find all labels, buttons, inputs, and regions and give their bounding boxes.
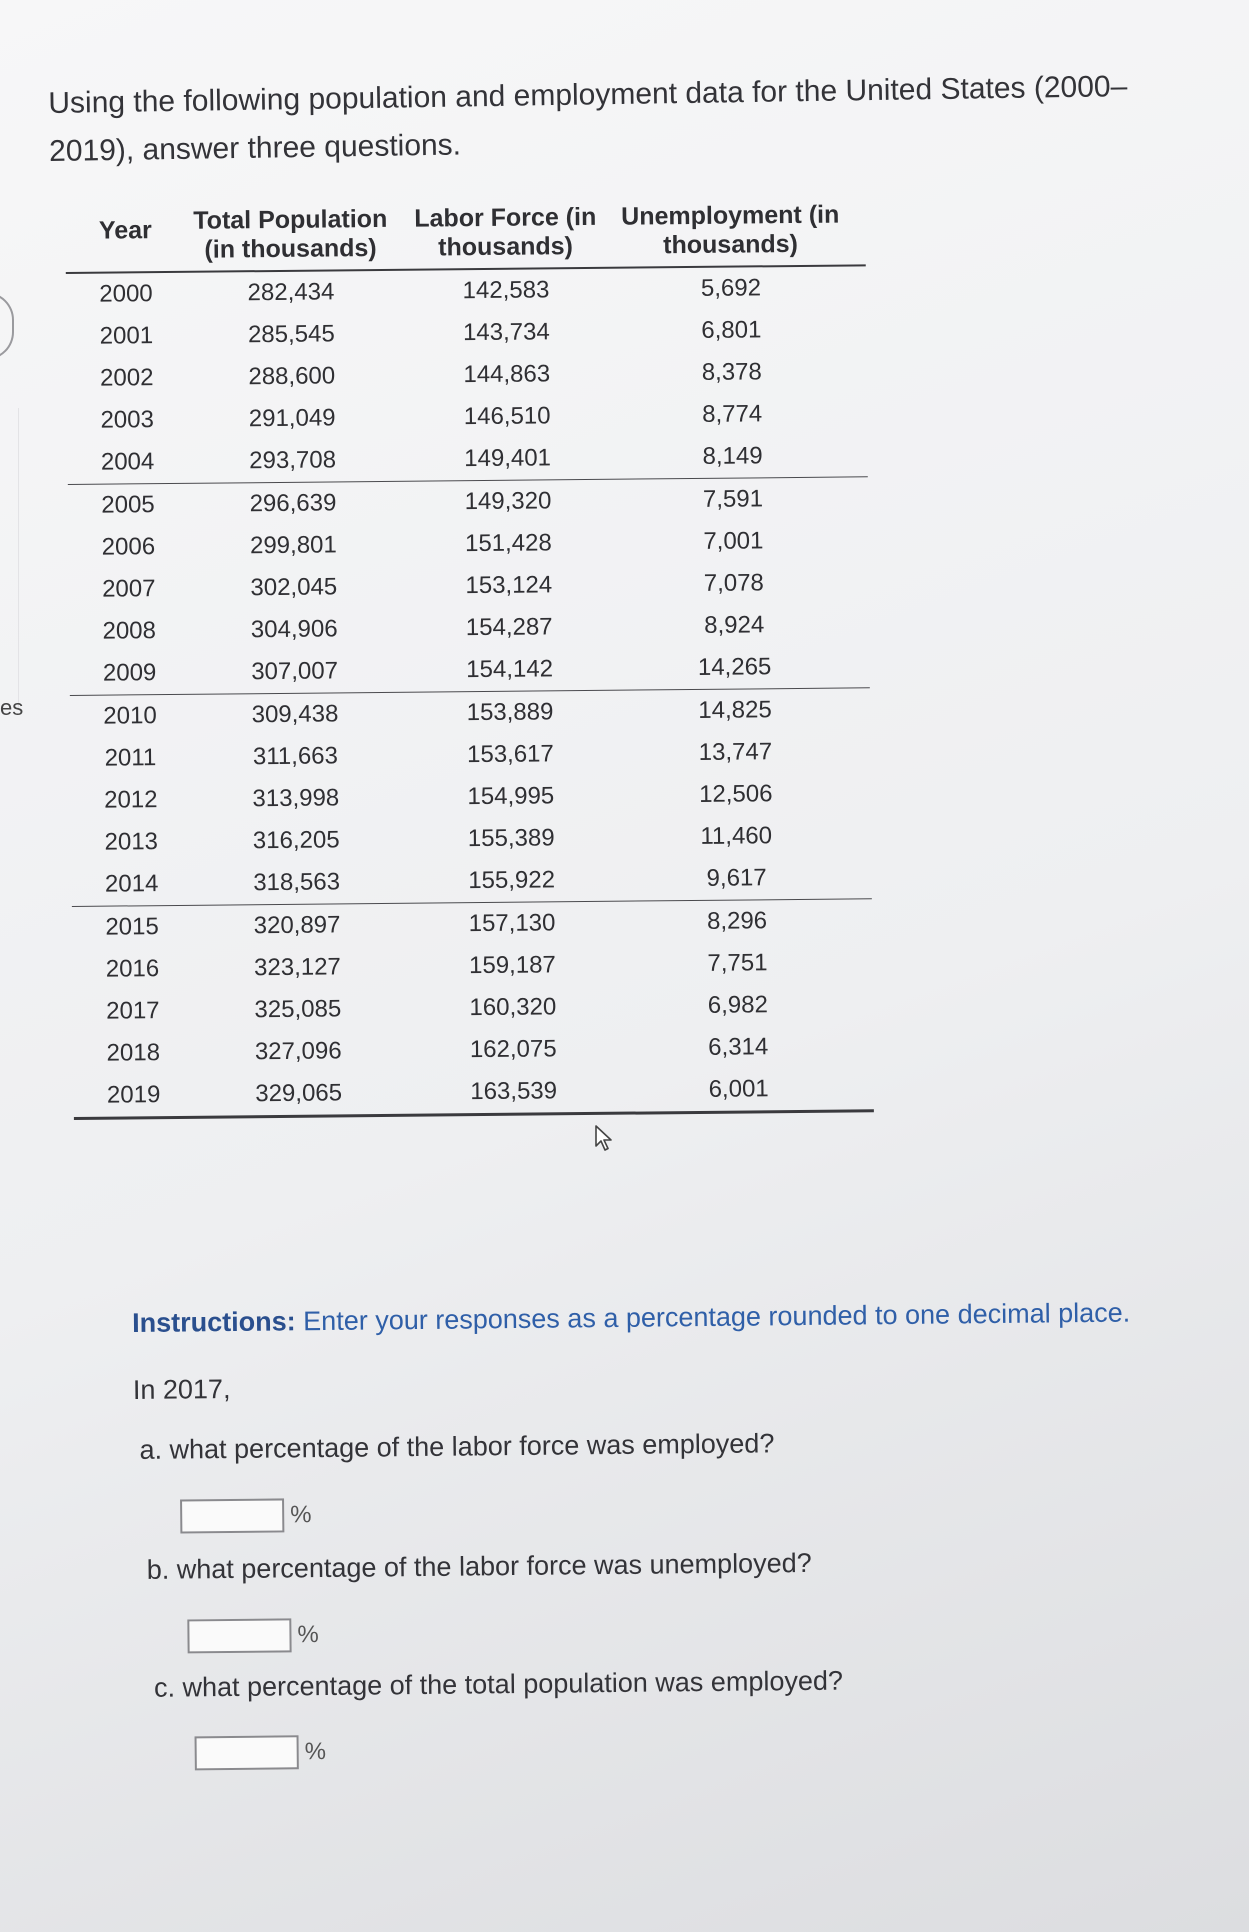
answer-a-input[interactable] — [180, 1498, 284, 1533]
instructions-text: Enter your responses as a percentage rounded to one decimal place. — [303, 1297, 1131, 1337]
cell-unemployment: 6,001 — [708, 1075, 769, 1103]
table-row — [73, 1067, 873, 1120]
cell-year: 2019 — [106, 1081, 161, 1109]
header-unemployment: Unemployment (in thousands) — [621, 200, 840, 260]
cell-labor-force: 154,142 — [466, 655, 554, 684]
header-labor-force: Labor Force (in thousands) — [414, 202, 597, 262]
table-row — [71, 856, 871, 907]
question-a-text: a. what percentage of the labor force was employed? — [139, 1428, 775, 1465]
cell-unemployment: 14,825 — [698, 696, 772, 724]
cell-unemployment: 8,378 — [701, 358, 762, 386]
cell-unemployment: 12,506 — [698, 780, 773, 808]
question-section — [132, 1294, 1212, 1766]
table-body — [66, 266, 874, 1120]
sidebar-partial-label[interactable]: es — [0, 695, 24, 720]
cell-year: 2005 — [101, 491, 155, 519]
cell-unemployment: 7,001 — [703, 527, 764, 555]
cell-population: 313,998 — [252, 784, 340, 813]
cell-year: 2010 — [103, 702, 157, 730]
answer-a — [180, 1498, 312, 1533]
cell-unemployment: 7,591 — [702, 485, 764, 513]
answer-b — [187, 1618, 319, 1653]
cell-unemployment: 8,149 — [702, 442, 763, 470]
cell-population: 320,897 — [253, 911, 341, 940]
cell-unemployment: 6,982 — [707, 991, 769, 1019]
cell-labor-force: 153,124 — [465, 571, 553, 600]
cell-unemployment: 6,801 — [701, 316, 762, 344]
instructions — [132, 1295, 1130, 1341]
cell-year: 2001 — [99, 322, 154, 350]
cell-unemployment: 13,747 — [698, 738, 773, 766]
question-b-text: b. what percentage of the labor force was unemployed? — [146, 1547, 812, 1585]
cell-labor-force: 154,995 — [467, 782, 555, 811]
cell-labor-force: 144,863 — [463, 360, 551, 389]
cell-year: 2008 — [102, 617, 157, 645]
cell-unemployment: 11,460 — [700, 822, 773, 850]
header-population: Total Population (in thousands) — [193, 204, 388, 264]
cell-labor-force: 142,583 — [462, 276, 550, 305]
header-year: Year — [98, 216, 152, 245]
cell-year: 2011 — [104, 744, 157, 772]
cell-unemployment: 6,314 — [708, 1033, 769, 1061]
question-intro: In 2017, — [132, 1373, 231, 1405]
cell-unemployment: 14,265 — [697, 653, 772, 681]
cell-labor-force: 151,428 — [464, 529, 552, 558]
cell-year: 2009 — [102, 659, 157, 687]
cell-population: 285,545 — [247, 320, 335, 349]
cell-population: 323,127 — [253, 953, 341, 982]
cell-year: 2007 — [102, 575, 156, 603]
cell-year: 2018 — [106, 1039, 161, 1067]
cell-unemployment: 7,078 — [703, 569, 764, 597]
cell-year: 2004 — [100, 448, 155, 476]
cell-labor-force: 155,922 — [468, 866, 556, 895]
cell-year: 2003 — [100, 406, 155, 434]
cell-labor-force: 159,187 — [468, 951, 556, 980]
sidebar-edge-icon[interactable] — [0, 292, 14, 360]
sidebar-divider — [0, 408, 19, 708]
table-header — [65, 182, 866, 274]
cell-year: 2016 — [105, 955, 160, 983]
cell-labor-force: 160,320 — [469, 993, 557, 1022]
data-table — [65, 182, 874, 1120]
percent-unit-a: % — [290, 1501, 312, 1529]
cell-year: 2013 — [104, 828, 159, 856]
cell-labor-force: 155,389 — [467, 824, 555, 853]
cell-population: 311,663 — [252, 742, 339, 771]
mouse-cursor-icon — [594, 1124, 616, 1152]
cell-population: 291,049 — [248, 404, 336, 433]
cell-population: 293,708 — [249, 446, 337, 475]
cell-year: 2014 — [104, 870, 159, 898]
cell-population: 318,563 — [253, 868, 341, 897]
table-row — [67, 434, 867, 485]
cell-population: 296,639 — [249, 489, 337, 518]
cell-population: 316,205 — [252, 826, 340, 855]
cell-labor-force: 157,130 — [468, 909, 556, 938]
cell-population: 309,438 — [251, 700, 339, 729]
cell-labor-force: 154,287 — [465, 613, 553, 642]
answer-b-input[interactable] — [187, 1618, 291, 1653]
cell-labor-force: 146,510 — [463, 402, 551, 431]
cell-unemployment: 8,296 — [706, 907, 768, 935]
cell-year: 2000 — [99, 280, 153, 308]
instructions-label: Instructions: — [132, 1306, 296, 1338]
cell-labor-force: 153,617 — [466, 740, 554, 769]
answer-c — [195, 1735, 327, 1770]
cell-population: 307,007 — [251, 657, 339, 686]
cell-population: 282,434 — [247, 278, 335, 307]
cell-labor-force: 162,075 — [469, 1035, 557, 1064]
cell-unemployment: 7,751 — [707, 949, 768, 977]
cell-labor-force: 149,401 — [464, 444, 552, 473]
cell-labor-force: 143,734 — [462, 318, 550, 347]
cell-labor-force: 149,320 — [464, 487, 552, 516]
question-c-text: c. what percentage of the total population was employed? — [153, 1665, 844, 1703]
cell-unemployment: 5,692 — [700, 274, 762, 302]
cell-year: 2017 — [106, 997, 160, 1025]
cell-labor-force: 163,539 — [470, 1077, 558, 1106]
cell-year: 2015 — [105, 913, 159, 941]
cell-population: 299,801 — [249, 531, 337, 560]
cell-unemployment: 9,617 — [706, 864, 767, 892]
cell-population: 329,065 — [255, 1079, 343, 1108]
cell-population: 304,906 — [250, 615, 338, 644]
cell-year: 2006 — [101, 533, 156, 561]
percent-unit-b: % — [297, 1621, 319, 1649]
cell-population: 302,045 — [250, 573, 338, 602]
cell-year: 2012 — [104, 786, 158, 814]
table-row — [69, 645, 869, 696]
answer-c-input[interactable] — [195, 1735, 299, 1770]
cell-year: 2002 — [99, 364, 154, 392]
cell-labor-force: 153,889 — [466, 698, 554, 727]
cell-population: 288,600 — [248, 362, 336, 391]
cell-unemployment: 8,774 — [702, 400, 763, 428]
cell-unemployment: 8,924 — [704, 611, 765, 639]
cell-population: 327,096 — [254, 1037, 342, 1066]
cell-population: 325,085 — [254, 995, 342, 1024]
intro-text: Using the following population and employment data for the United States (2000–2019), answer three questions. — [48, 70, 1128, 168]
percent-unit-c: % — [304, 1737, 327, 1766]
